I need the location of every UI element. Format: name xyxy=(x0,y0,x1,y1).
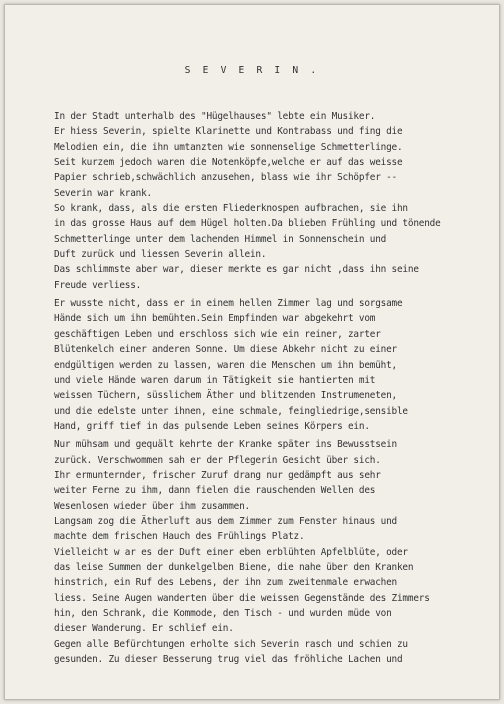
text-line: weissen Tüchern, süsslichem Äther und blitzenden Instrumeneten, xyxy=(54,390,397,402)
text-line: weiter Ferne zu ihm, dann fielen die rauschenden Wellen des xyxy=(54,485,376,497)
text-line: Seit kurzem jedoch waren die Notenköpfe,welche er auf das weisse xyxy=(54,157,403,169)
text-line: Blütenkelch einer anderen Sonne. Um diese Abkehr nicht zu einer xyxy=(54,344,397,356)
text-line: Vielleicht w ar es der Duft einer eben erblühten Apfelblüte, oder xyxy=(54,546,408,558)
text-line: zurück. Verschwommen sah er der Pflegerin Gesicht über sich. xyxy=(54,454,381,466)
page-title: S E V E R I N . xyxy=(184,65,320,76)
text-line: Hand, griff tief in das pulsende Leben seines Körpers ein. xyxy=(54,420,370,432)
text-line: Er wusste nicht, dass er in einem hellen Zimmer lag und sorgsame xyxy=(54,298,403,310)
text-line: Severin war krank. xyxy=(54,187,152,199)
text-line: Melodien ein, die ihn umtanzten wie sonnenselige Schmetterlinge. xyxy=(54,141,403,153)
text-line: hin, den Schrank, die Kommode, den Tisch - und wurden müde von xyxy=(54,608,392,619)
text-line: Duft zurück und liessen Severin allein. xyxy=(54,249,267,261)
text-line: Nur mühsam und gequält kehrte der Kranke später ins Bewusstsein xyxy=(54,439,397,451)
text-line: Gegen alle Befürchtungen erholte sich Severin rasch und schien zu xyxy=(54,638,408,650)
text-line: das leise Summen der dunkelgelben Biene, die nahe über den Kranken xyxy=(54,561,414,573)
text-line: machte dem frischen Hauch des Frühlings Platz. xyxy=(54,531,305,543)
text-line: liess. Seine Augen wanderten über die weissen Gegenstände des Zimmers xyxy=(54,592,430,604)
text-line: gesunden. Zu dieser Besserung trug viel das fröhliche Lachen und xyxy=(54,654,403,666)
text-line: Langsam zog die Ätherluft aus dem Zimmer zum Fenster hinaus und xyxy=(54,515,397,527)
text-line: und die edelste unter ihnen, eine schmale, feingliedrige,sensible xyxy=(54,405,408,417)
text-line: Wesenlosen wieder über ihm zusammen. xyxy=(54,500,250,512)
text-line: in das grosse Haus auf dem Hügel holten.Da blieben Frühling und tönende xyxy=(54,218,441,230)
text-line: Freude verliess. xyxy=(54,279,142,291)
text-line: Das schlimmste aber war, dieser merkte es gar nicht ,dass ihn seine xyxy=(54,264,419,276)
text-line: Er hiess Severin, spielte Klarinette und Kontrabass und fing die xyxy=(54,126,403,138)
text-line: Hände sich um ihn bemühten.Sein Empfinden war abgekehrt vom xyxy=(54,313,376,325)
text-line: In der Stadt unterhalb des "Hügelhauses" lebte ein Musiker. xyxy=(54,111,376,122)
text-line: Schmetterlinge unter dem lachenden Himmel in Sonnenschein und xyxy=(54,233,387,245)
text-line: So krank, dass, als die ersten Fliederknospen aufbrachen, sie ihn xyxy=(54,203,408,215)
text-line: Papier schrieb,schwächlich anzusehen, blass wie ihr Schöpfer -- xyxy=(54,172,397,184)
typewritten-page xyxy=(4,4,500,700)
text-line: endgültigen werden zu lassen, waren die Menschen um ihn bemüht, xyxy=(54,359,397,371)
text-body xyxy=(54,109,494,667)
text-line: und viele Hände waren darum in Tätigkeit sie hantierten mit xyxy=(54,374,376,386)
text-line: geschäftigen Leben und erschloss sich wie ein reiner, zarter xyxy=(54,328,381,340)
text-line: dieser Wanderung. Er schlief ein. xyxy=(54,623,234,635)
text-line: Ihr ermunternder, frischer Zuruf drang nur gedämpft aus sehr xyxy=(54,469,381,481)
text-line: hinstrich, ein Ruf des Lebens, der ihn zum zweitenmale erwachen xyxy=(54,577,397,589)
